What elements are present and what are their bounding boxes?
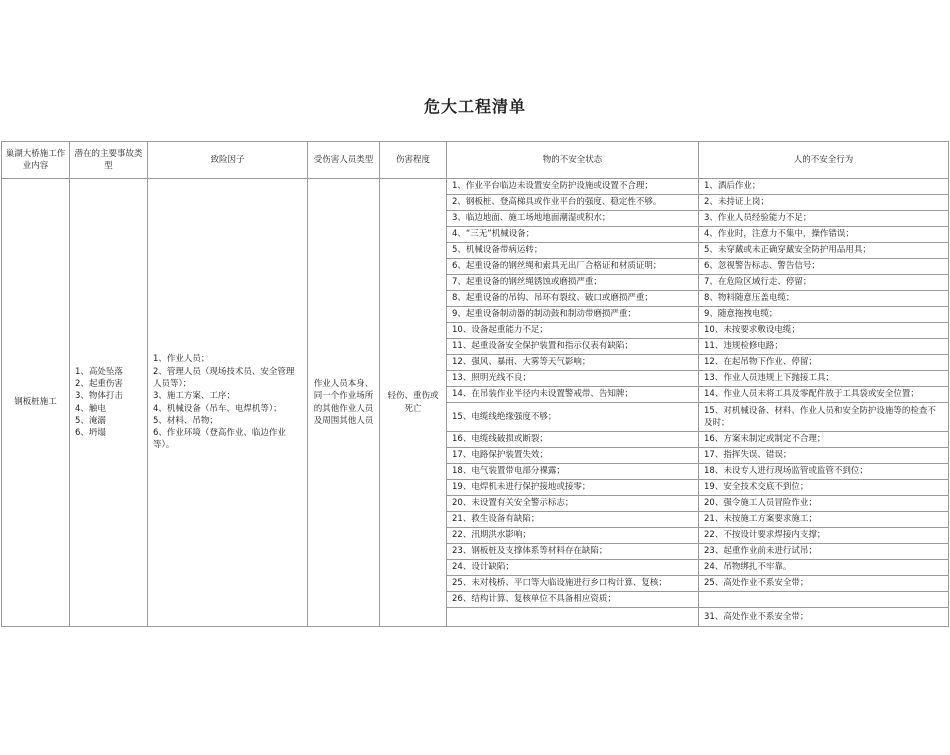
- unsafe-state-item: 6、起重设备的钢丝绳和索具无出厂合格证和材质证明；: [447, 259, 699, 275]
- unsafe-behavior-item: 6、忽视警告标志、警告信号；: [699, 259, 949, 275]
- unsafe-state-item: 1、作业平台临边未设置安全防护设施或设置不合理；: [447, 179, 699, 195]
- header-unsafe-behaviors: 人的不安全行为: [699, 142, 949, 179]
- unsafe-state-item: 22、汛期洪水影响；: [447, 528, 699, 544]
- unsafe-state-item: 9、起重设备制动器的制动鼓和制动带磨损严重；: [447, 307, 699, 323]
- unsafe-behavior-item: 7、在危险区域行走、停留；: [699, 275, 949, 291]
- unsafe-state-item: 18、电气装置带电部分裸露；: [447, 464, 699, 480]
- risk-factors-cell: [148, 179, 308, 627]
- unsafe-behavior-item: 1、酒后作业；: [699, 179, 949, 195]
- unsafe-state-item: 26、结构计算、复核单位不具备相应资质；: [447, 592, 699, 608]
- unsafe-state-item: 4、“三无”机械设备；: [447, 227, 699, 243]
- header-main-accident-type: 潜在的主要事故类型: [70, 142, 148, 179]
- unsafe-state-item: 20、未设置有关安全警示标志；: [447, 496, 699, 512]
- unsafe-state-item: 16、电缆线破损或断裂；: [447, 432, 699, 448]
- unsafe-behavior-item: 5、未穿戴或未正确穿戴安全防护用品用具；: [699, 243, 949, 259]
- unsafe-behavior-item: 31、高处作业不系安全带；: [699, 608, 949, 627]
- unsafe-state-item: 25、未对栈桥、平口等大临设施进行乡口构计算、复核；: [447, 576, 699, 592]
- accident-types-cell: [70, 179, 148, 627]
- unsafe-behavior-item: 15、对机械设备、材料、作业人员和安全防护设施等的检查不及时；: [699, 403, 949, 432]
- unsafe-behavior-item: 13、作业人员违规上下抛接工具；: [699, 371, 949, 387]
- accident-type-item: 3、物体打击: [75, 391, 123, 402]
- unsafe-behavior-item: 22、不按设计要求焊接内支撑；: [699, 528, 949, 544]
- risk-factor-item: 4、机械设备（吊车、电焊机等）；: [153, 403, 282, 414]
- unsafe-state-item: 17、电路保护装置失效；: [447, 448, 699, 464]
- unsafe-state-item: 15、电缆线绝缘强度不够；: [447, 403, 699, 432]
- risk-factor-item: 2、管理人员（现场技术员、安全管理人员等）；: [153, 366, 295, 389]
- header-affected-personnel: 受伤害人员类型: [308, 142, 380, 179]
- accident-type-item: 6、坍塌: [75, 428, 106, 439]
- unsafe-behavior-item: 20、强令施工人员冒险作业；: [699, 496, 949, 512]
- unsafe-state-item: 23、钢板桩及支撑体系等材料存在缺陷；: [447, 544, 699, 560]
- affected-personnel-cell: 作业人员本身、同一个作业场所的其他作业人员及周围其他人员: [308, 179, 380, 627]
- accident-type-item: 1、高处坠落: [75, 366, 123, 377]
- accident-type-item: 5、淹溺: [75, 415, 106, 426]
- unsafe-behavior-item: 24、吊物绑扎不牢靠。: [699, 560, 949, 576]
- unsafe-state-item: 2、钢板桩、登高梯具或作业平台的强度、稳定性不够。: [447, 195, 699, 211]
- unsafe-state-item: 11、起重设备安全保护装置和指示仪表有缺陷；: [447, 339, 699, 355]
- unsafe-behavior-item: 16、方案未制定或制定不合理；: [699, 432, 949, 448]
- unsafe-behavior-item: 4、作业时，注意力不集中，操作错误；: [699, 227, 949, 243]
- unsafe-state-item: 7、起重设备的钢丝绳锈蚀或磨损严重；: [447, 275, 699, 291]
- header-unsafe-states: 物的不安全状态: [447, 142, 699, 179]
- unsafe-behavior-item: 23、起重作业前未进行试吊；: [699, 544, 949, 560]
- unsafe-behavior-item: 19、安全技术交底不到位；: [699, 480, 949, 496]
- unsafe-state-item: 5、机械设备带病运转；: [447, 243, 699, 259]
- unsafe-state-item: 14、在吊装作业半径内未设置警戒带、告知牌；: [447, 387, 699, 403]
- risk-factor-item: 3、施工方案、工序；: [153, 391, 235, 402]
- table-row: [2, 179, 949, 195]
- unsafe-behavior-item: 14、作业人员未将工具及零配件放于工具袋或安全位置；: [699, 387, 949, 403]
- unsafe-state-item: 24、设计缺陷；: [447, 560, 699, 576]
- accident-type-item: 2、起重伤害: [75, 378, 123, 389]
- risk-factor-item: 6、作业环境（登高作业、临边作业等）。: [153, 428, 286, 451]
- unsafe-state-item: [447, 608, 699, 627]
- header-row: [2, 142, 949, 179]
- risk-factor-item: 1、作业人员；: [153, 354, 210, 365]
- unsafe-state-item: 3、临边地面、施工场地地面潮湿或积水；: [447, 211, 699, 227]
- injury-degree-cell: 轻伤、重伤或死亡: [380, 179, 447, 627]
- unsafe-behavior-item: 2、未持证上岗；: [699, 195, 949, 211]
- unsafe-behavior-item: 18、未设专人进行现场监管或监管不到位；: [699, 464, 949, 480]
- accident-type-item: 4、触电: [75, 403, 106, 414]
- header-work-content: 巢湖大桥施工作业内容: [2, 142, 70, 179]
- work-content-cell: 钢板桩施工: [2, 179, 70, 627]
- unsafe-state-item: 21、救生设备有缺陷；: [447, 512, 699, 528]
- header-risk-factors: 致险因子: [148, 142, 308, 179]
- unsafe-behavior-item: 3、作业人员经验能力不足；: [699, 211, 949, 227]
- unsafe-behavior-item: 10、未按要求敷设电缆；: [699, 323, 949, 339]
- unsafe-behavior-item: 11、违规检修电路；: [699, 339, 949, 355]
- unsafe-state-item: 8、起重设备的吊钩、吊环有裂纹、破口或磨损严重；: [447, 291, 699, 307]
- unsafe-state-item: 12、强风、暴雨、大雾等天气影响；: [447, 355, 699, 371]
- unsafe-behavior-item: 9、随意拖拽电缆；: [699, 307, 949, 323]
- unsafe-behavior-item: 25、高处作业不系安全带；: [699, 576, 949, 592]
- unsafe-behavior-item: 17、指挥失误、错误；: [699, 448, 949, 464]
- unsafe-behavior-item: [699, 592, 949, 608]
- page-title: 危大工程清单: [423, 97, 526, 116]
- unsafe-state-item: 19、电焊机未进行保护接地或接零；: [447, 480, 699, 496]
- unsafe-state-item: 10、设备起重能力不足；: [447, 323, 699, 339]
- header-injury-degree: 伤害程度: [380, 142, 447, 179]
- hazard-table: [1, 141, 949, 627]
- unsafe-behavior-item: 12、在起吊物下作业、停留；: [699, 355, 949, 371]
- unsafe-behavior-item: 8、物料随意压盖电缆；: [699, 291, 949, 307]
- unsafe-behavior-item: 21、未按施工方案要求施工；: [699, 512, 949, 528]
- risk-factor-item: 5、材料、吊物；: [153, 415, 218, 426]
- unsafe-state-item: 13、照明光线不良；: [447, 371, 699, 387]
